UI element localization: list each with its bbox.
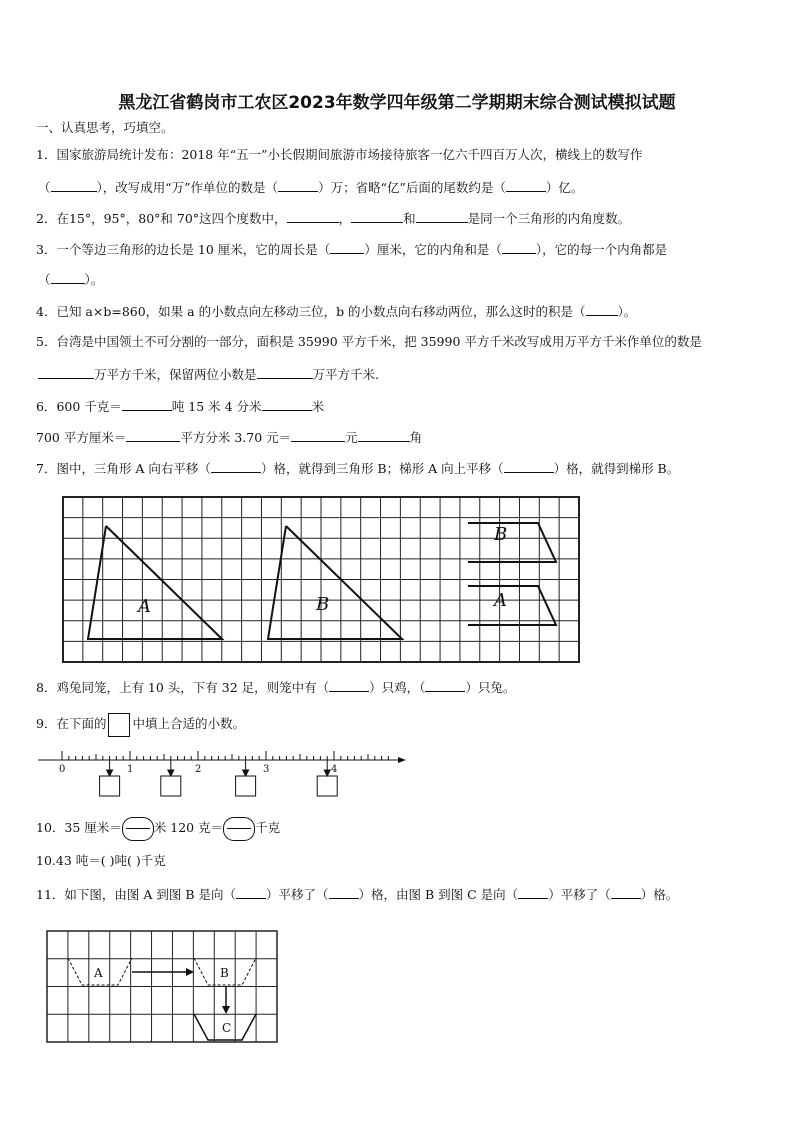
question-1-line-1: 1．国家旅游局统计发布：2018 年“五一”小长假期间旅游市场接待旅客一亿六千四百万人次，横线上的数写作 — [36, 147, 643, 162]
answer-blank[interactable] — [502, 240, 536, 254]
answer-box[interactable] — [236, 776, 256, 796]
number-line-label: 0 — [59, 764, 66, 775]
question-3-line-2: （ ）。 — [38, 272, 104, 287]
answer-blank[interactable] — [329, 678, 369, 692]
triangle-b-label: B — [316, 594, 330, 615]
answer-blank[interactable] — [330, 240, 364, 254]
question-6-line-1: 6．600 千克＝ 吨 15 米 4 分米 米 — [36, 399, 325, 414]
page-title: 黑龙江省鹤岗市工农区2023年数学四年级第二学期期末综合测试模拟试题 — [118, 93, 676, 113]
answer-box[interactable] — [108, 713, 130, 737]
number-line — [36, 748, 408, 798]
answer-blank[interactable] — [122, 397, 172, 411]
pointer-arrowhead — [243, 770, 249, 776]
shape-c-label: C — [222, 1021, 232, 1035]
question-10-line-2: 10.43 吨＝( )吨( )千克 — [36, 853, 166, 868]
answer-blank[interactable] — [51, 270, 85, 284]
answer-blank[interactable] — [51, 178, 97, 192]
answer-box[interactable] — [100, 776, 120, 796]
fraction-answer[interactable] — [122, 817, 154, 841]
answer-blank[interactable] — [257, 365, 313, 379]
question-10-line-1: 10．35 厘米＝ 米 120 克＝ 千克 — [36, 816, 280, 841]
shape-b-label: B — [220, 966, 229, 980]
question-2: 2．在15°，95°，80°和 70°这四个度数中， ， 和 是同一个三角形的内角度数。 — [36, 211, 631, 226]
answer-box[interactable] — [161, 776, 181, 796]
question-1-line-2: （ ），改写成用“万”作单位的数是（ ）万；省略“亿”后面的尾数约是（ ）亿。 — [38, 180, 584, 195]
question-11: 11．如下图，由图 A 到图 B 是向（ ）平移了（ ）格，由图 B 到图 C 是向（ ）平移了（ ）格。 — [36, 887, 679, 902]
answer-blank[interactable] — [329, 885, 359, 899]
answer-blank[interactable] — [518, 885, 548, 899]
trapezoid-a-label: A — [494, 590, 507, 611]
question-3-line-1: 3．一个等边三角形的边长是 10 厘米，它的周长是（ ）厘米，它的内角和是（ ），它的每一个内角都是 — [36, 242, 668, 257]
answer-blank[interactable] — [236, 885, 266, 899]
answer-blank[interactable] — [291, 428, 345, 442]
pointer-arrowhead — [107, 770, 113, 776]
answer-blank[interactable] — [504, 459, 554, 473]
answer-blank[interactable] — [287, 209, 339, 223]
section-heading: 一、认真思考，巧填空。 — [36, 120, 174, 135]
shape-a-label: A — [94, 966, 103, 980]
question-6-line-2: 700 平方厘米＝ 平方分米 3.70 元＝ 元 角 — [36, 430, 423, 445]
answer-blank[interactable] — [211, 459, 261, 473]
question-5-line-1: 5．台湾是中国领土不可分割的一部分，面积是 35990 平方千米，把 35990 平方千米改写成用万平方千米作单位的数是 — [36, 334, 702, 349]
triangle-a-label: A — [138, 596, 151, 617]
answer-blank[interactable] — [586, 302, 618, 316]
question-9: 9．在下面的 中填上合适的小数。 — [36, 712, 245, 737]
answer-blank[interactable] — [506, 178, 546, 192]
translation-grid-figure — [62, 496, 582, 664]
triangle-b — [268, 526, 402, 639]
number-line-label: 3 — [263, 764, 270, 775]
question-4: 4．已知 a×b=860，如果 a 的小数点向左移动三位，b 的小数点向右移动两位，那么这时的积是（ ）。 — [36, 304, 637, 319]
answer-blank[interactable] — [611, 885, 641, 899]
number-line-label: 2 — [195, 764, 202, 775]
answer-box[interactable] — [317, 776, 337, 796]
answer-blank[interactable] — [358, 428, 410, 442]
trapezoid-a — [468, 586, 556, 625]
number-line-label: 1 — [127, 764, 134, 775]
translation-grid-figure-2 — [46, 930, 280, 1044]
question-5-line-2: 万平方千米，保留两位小数是 万平方千米. — [38, 365, 379, 383]
answer-blank[interactable] — [126, 428, 180, 442]
pointer-arrowhead — [324, 770, 330, 776]
fraction-answer[interactable] — [223, 817, 255, 841]
answer-blank[interactable] — [278, 178, 318, 192]
answer-blank[interactable] — [425, 678, 465, 692]
answer-blank[interactable] — [416, 209, 468, 223]
question-7: 7．图中，三角形 A 向右平移（ ）格，就得到三角形 B；梯形 A 向上平移（ ）格，就得到梯形 B。 — [36, 461, 680, 476]
number-line-label: 4 — [331, 764, 338, 775]
answer-blank[interactable] — [38, 365, 94, 379]
answer-blank[interactable] — [262, 397, 312, 411]
pointer-arrowhead — [168, 770, 174, 776]
trapezoid-b-label: B — [494, 524, 508, 545]
trapezoid-b — [468, 523, 556, 562]
answer-blank[interactable] — [351, 209, 403, 223]
question-8: 8．鸡兔同笼，上有 10 头，下有 32 足，则笼中有（ ）只鸡，（ ）只兔。 — [36, 680, 516, 695]
